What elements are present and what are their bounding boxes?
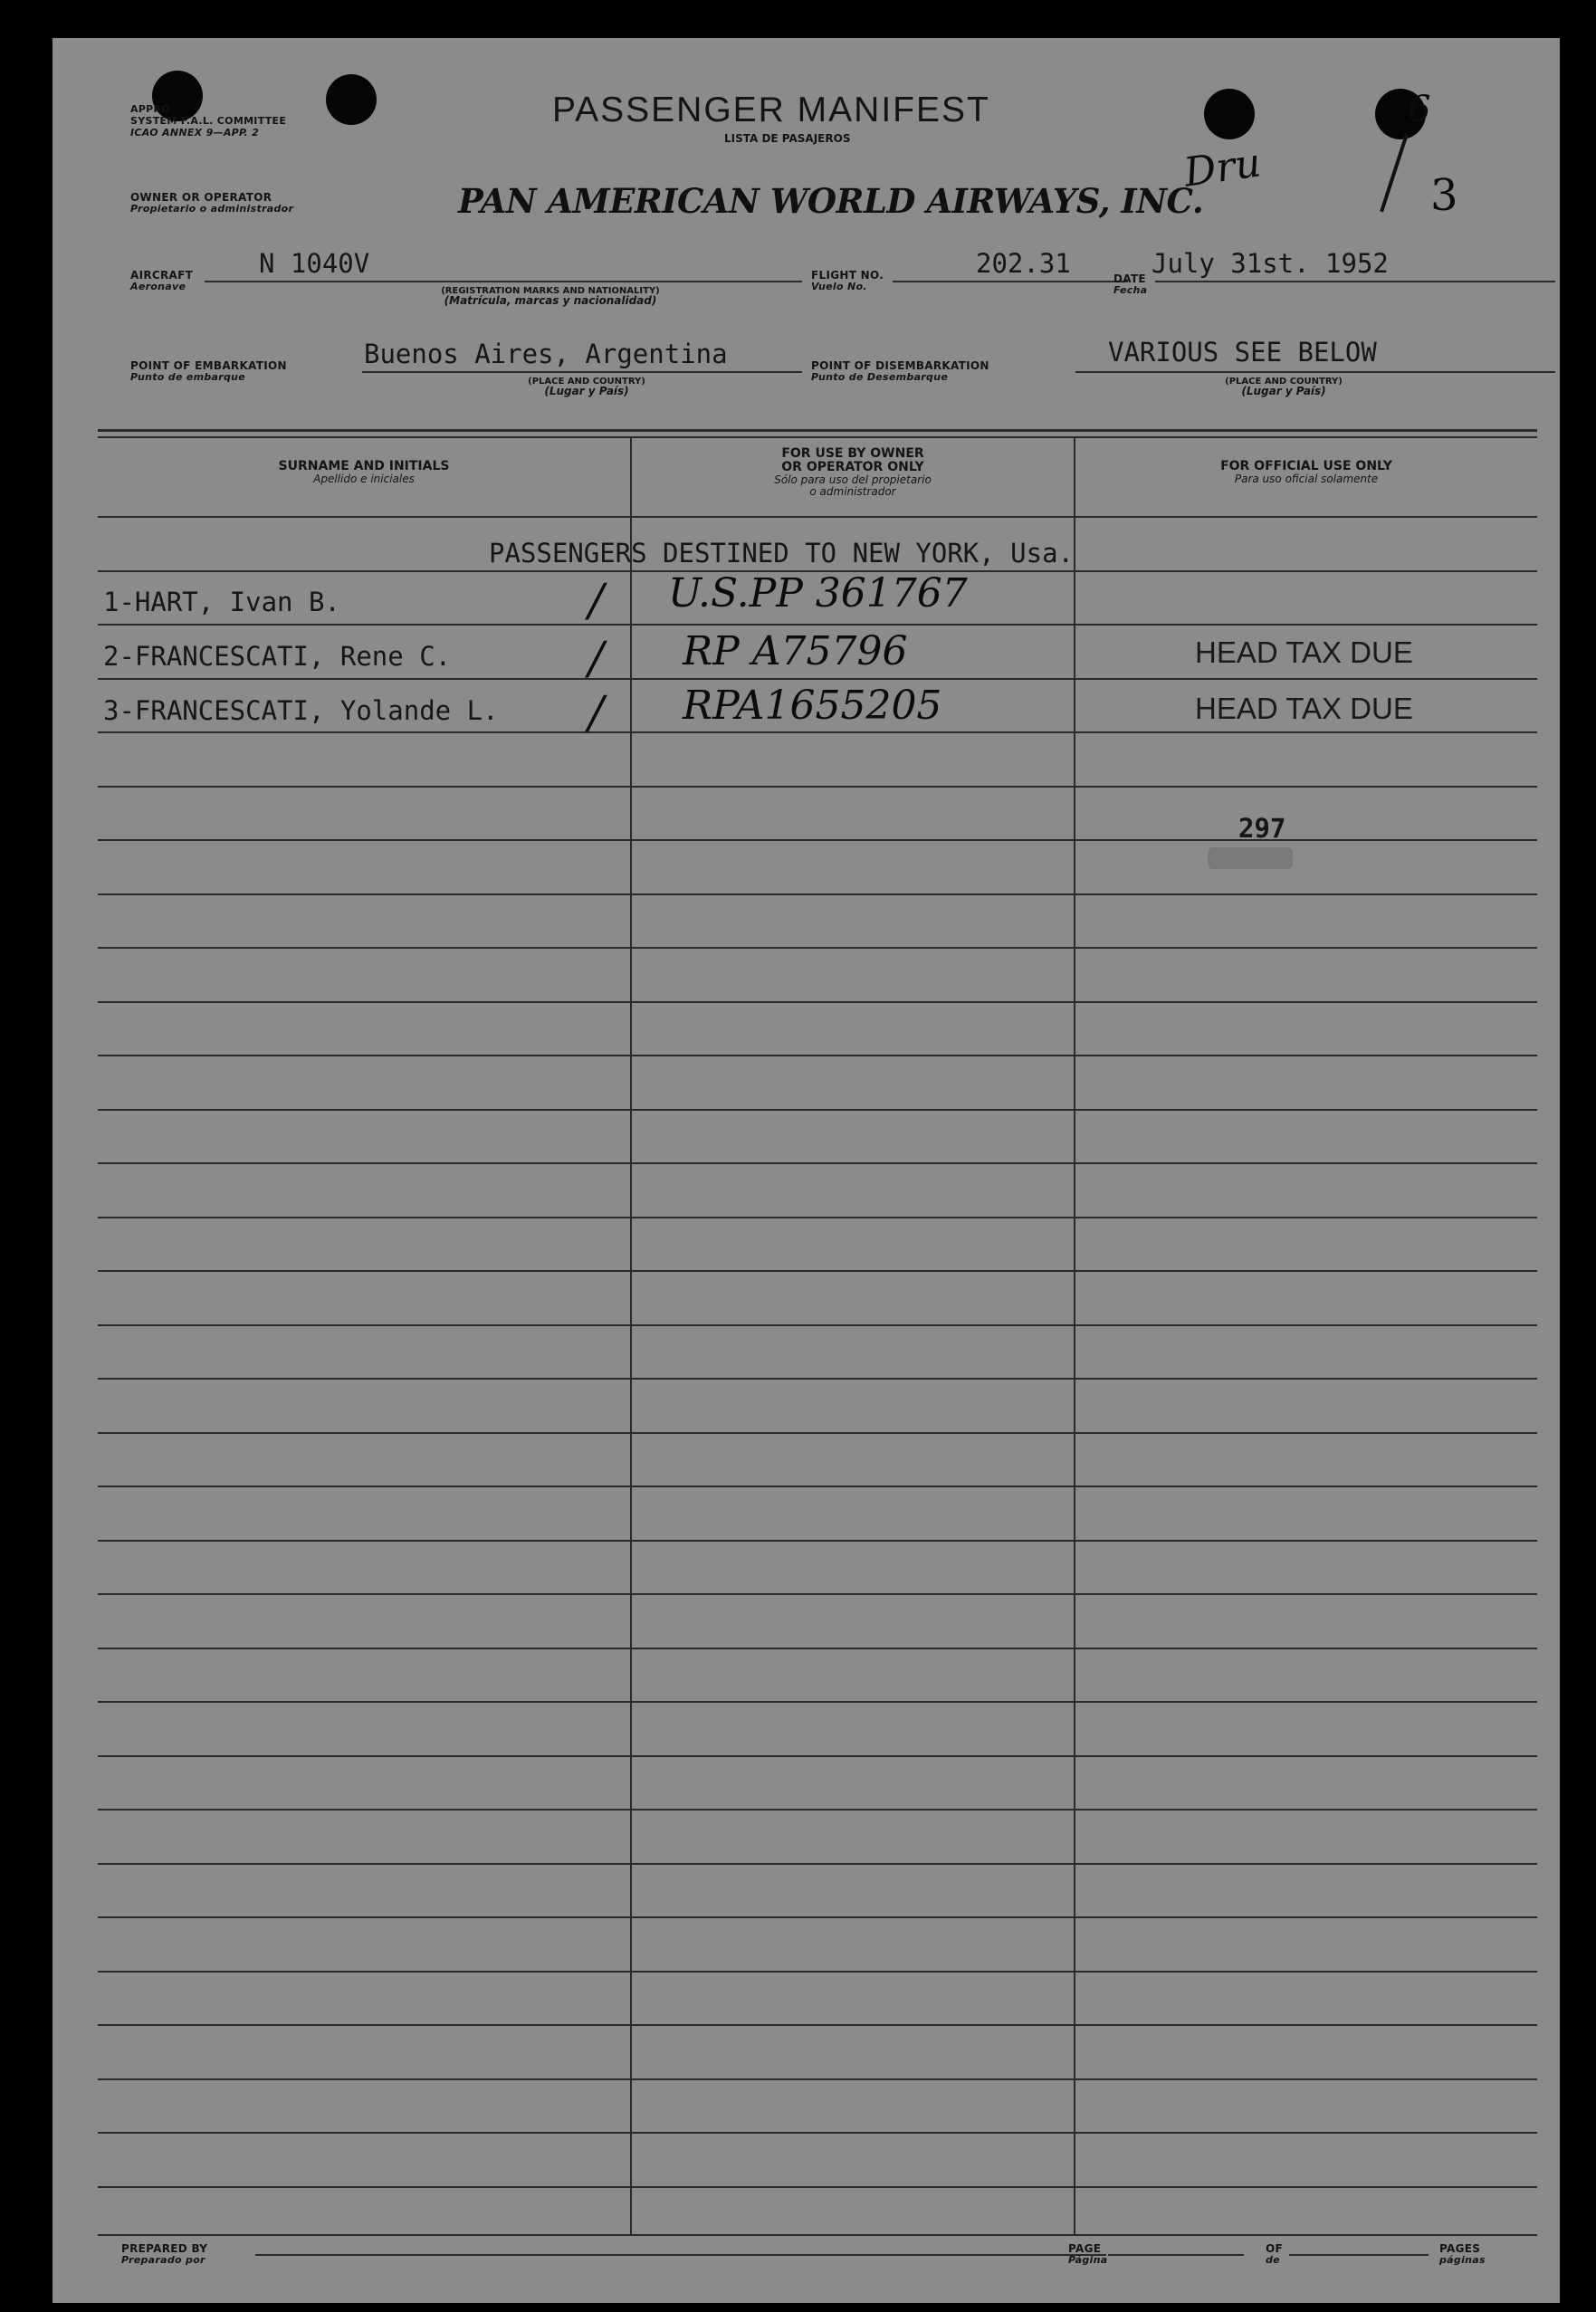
- table-rule-line: [98, 839, 1537, 841]
- approval-line-2: SYSTEM F.A.L. COMMITTEE: [130, 115, 287, 127]
- date-label-es: Fecha: [1113, 284, 1148, 296]
- disembark-place-caption-en: (PLACE AND COUNTRY): [1225, 377, 1343, 387]
- table-rule-line: [98, 893, 1537, 895]
- passenger-document: U.S.PP 361767: [668, 570, 968, 616]
- disembark-label: [811, 360, 989, 383]
- passenger-document: RP A75796: [683, 628, 908, 674]
- aircraft-label-en: AIRCRAFT: [130, 269, 194, 282]
- table-rule-line: [98, 1055, 1537, 1056]
- embark-label-es: Punto de embarque: [130, 371, 246, 383]
- table-top-rule-1: [98, 429, 1537, 432]
- date-value: July 31st. 1952: [1152, 248, 1389, 279]
- date-label-en: DATE: [1113, 272, 1146, 285]
- table-rule-line: [98, 1648, 1537, 1649]
- table-rule-line: [98, 731, 1537, 733]
- aircraft-label-es: Aeronave: [130, 281, 186, 292]
- form-title: PASSENGER MANIFEST: [552, 91, 990, 129]
- pages-label: [1439, 2243, 1486, 2266]
- page-fraction-top: 6: [1408, 89, 1431, 130]
- page-underline: [1108, 2254, 1244, 2256]
- of-label-es: de: [1266, 2254, 1280, 2266]
- page-label: [1068, 2243, 1107, 2266]
- passenger-tick: /: [588, 632, 604, 684]
- table-rule-line: [98, 1432, 1537, 1434]
- registration-caption-en: (REGISTRATION MARKS AND NATIONALITY): [441, 286, 660, 296]
- table-rule-line: [98, 1971, 1537, 1973]
- column-header-owner-use-line-1: FOR USE BY OWNER: [781, 446, 924, 461]
- table-rule-line: [98, 1540, 1537, 1542]
- table-rule-line: [98, 1324, 1537, 1326]
- of-underline: [1289, 2254, 1429, 2256]
- flight-value: 202.31: [976, 248, 1071, 279]
- passenger-name: 3-FRANCESCATI, Yolande L.: [103, 695, 499, 726]
- page-fraction-bar: [1380, 134, 1409, 213]
- approval-line-3: ICAO ANNEX 9—APP. 2: [130, 127, 260, 139]
- page-label-es: Página: [1068, 2254, 1108, 2266]
- form-title-es: LISTA DE PASAJEROS: [724, 132, 851, 145]
- flight-label-en: FLIGHT NO.: [811, 269, 884, 282]
- flight-label: [811, 270, 884, 292]
- embark-place-caption: [451, 377, 722, 396]
- disembark-value: VARIOUS SEE BELOW: [1108, 337, 1377, 368]
- prepared-by-label: [121, 2243, 207, 2266]
- embark-value: Buenos Aires, Argentina: [364, 339, 728, 369]
- column-header-surname-es: Apellido e iniciales: [313, 473, 415, 485]
- table-rule-line: [98, 1270, 1537, 1272]
- table-rule-line: [98, 947, 1537, 949]
- column-header-official-use-en: FOR OFFICIAL USE ONLY: [1220, 459, 1392, 473]
- disembark-underline: [1075, 371, 1555, 373]
- approval-block: [130, 103, 286, 139]
- page-fraction-bottom: 3: [1430, 170, 1458, 221]
- owner-label-en: OWNER OR OPERATOR: [130, 191, 272, 204]
- owner-label-es: Propietario o administrador: [130, 203, 294, 215]
- table-rule-line: [98, 1863, 1537, 1865]
- column-header-owner-use-es-1: Sólo para uso del propietario: [774, 473, 932, 486]
- table-rule-line: [98, 1809, 1537, 1810]
- column-header-owner-use-line-2: OR OPERATOR ONLY: [781, 460, 924, 474]
- handwritten-initials: Dru: [1180, 139, 1264, 196]
- passenger-tick: /: [588, 686, 604, 739]
- table-rule-line: [98, 2132, 1537, 2134]
- disembark-label-es: Punto de Desembarque: [811, 371, 949, 383]
- embark-place-caption-es: (Lugar y País): [544, 385, 629, 397]
- owner-label: [130, 192, 293, 215]
- flight-label-es: Vuelo No.: [811, 281, 867, 292]
- table-rule-line: [98, 1486, 1537, 1487]
- aircraft-value: N 1040V: [259, 248, 370, 279]
- table-rule-line: [98, 2024, 1537, 2026]
- passenger-tick: /: [588, 574, 604, 626]
- passenger-official: HEAD TAX DUE: [1195, 635, 1413, 669]
- column-header-official-use: [1075, 460, 1537, 485]
- table-rule-line: [98, 1378, 1537, 1380]
- table-rule-line: [98, 1162, 1537, 1164]
- column-divider-2: [1074, 436, 1075, 2234]
- page-label-en: PAGE: [1068, 2242, 1102, 2255]
- aircraft-label: [130, 270, 193, 292]
- table-rule-line: [98, 1109, 1537, 1111]
- stamped-number-smudge: [1208, 847, 1293, 869]
- pages-label-en: PAGES: [1439, 2242, 1481, 2255]
- disembark-label-en: POINT OF DISEMBARKATION: [811, 359, 989, 372]
- embark-underline: [362, 371, 802, 373]
- prepared-by-underline: [255, 2254, 1106, 2256]
- owner-name: PAN AMERICAN WORLD AIRWAYS, INC.: [458, 181, 1204, 221]
- prepared-by-label-es: Preparado por: [121, 2254, 205, 2266]
- flight-underline: [893, 281, 1128, 282]
- punch-hole-right-1: [1204, 89, 1255, 139]
- table-rule-line: [98, 678, 1537, 680]
- table-rule-line: [98, 1001, 1537, 1003]
- column-header-surname: [98, 460, 630, 485]
- table-rule-line: [98, 1755, 1537, 1757]
- registration-caption: [360, 286, 741, 306]
- footer-rule: [98, 2234, 1537, 2236]
- stamped-number: 297: [1238, 813, 1286, 844]
- approval-line-1: APPRO: [130, 103, 170, 115]
- disembark-place-caption-es: (Lugar y País): [1241, 385, 1326, 397]
- prepared-by-label-en: PREPARED BY: [121, 2242, 208, 2255]
- table-rule-line: [98, 1593, 1537, 1595]
- table-rule-line: [98, 1217, 1537, 1218]
- manifest-sheet: [53, 38, 1560, 2303]
- embark-label: [130, 360, 287, 383]
- embark-place-caption-en: (PLACE AND COUNTRY): [528, 377, 645, 387]
- of-label-en: OF: [1266, 2242, 1283, 2255]
- table-rule-line: [98, 1916, 1537, 1918]
- column-header-owner-use: [632, 447, 1074, 498]
- table-top-rule-2: [98, 436, 1537, 438]
- date-label: [1113, 273, 1147, 296]
- passenger-official: HEAD TAX DUE: [1195, 692, 1413, 725]
- passenger-name: 2-FRANCESCATI, Rene C.: [103, 641, 452, 672]
- pages-label-es: páginas: [1439, 2254, 1486, 2266]
- table-rule-line: [98, 786, 1537, 788]
- column-header-surname-en: SURNAME AND INITIALS: [278, 459, 450, 473]
- table-rule-line: [98, 1701, 1537, 1703]
- table-rule-line: [98, 624, 1537, 626]
- section-heading: PASSENGERS DESTINED TO NEW YORK, Usa.: [489, 538, 1075, 568]
- disembark-place-caption: [1148, 377, 1419, 396]
- embark-label-en: POINT OF EMBARKATION: [130, 359, 287, 372]
- column-header-official-use-es: Para uso oficial solamente: [1234, 473, 1379, 485]
- table-rule-line: [98, 2186, 1537, 2188]
- passenger-name: 1-HART, Ivan B.: [103, 587, 340, 617]
- table-rule-line: [98, 516, 1537, 518]
- punch-hole-left-2: [326, 74, 377, 125]
- date-underline: [1155, 281, 1555, 282]
- column-header-owner-use-es-2: o administrador: [809, 485, 896, 498]
- aircraft-underline: [205, 281, 802, 282]
- of-label: [1266, 2243, 1283, 2266]
- registration-caption-es: (Matrícula, marcas y nacionalidad): [444, 294, 657, 307]
- column-divider-1: [630, 436, 632, 2234]
- table-rule-line: [98, 2078, 1537, 2080]
- passenger-document: RPA1655205: [683, 683, 942, 729]
